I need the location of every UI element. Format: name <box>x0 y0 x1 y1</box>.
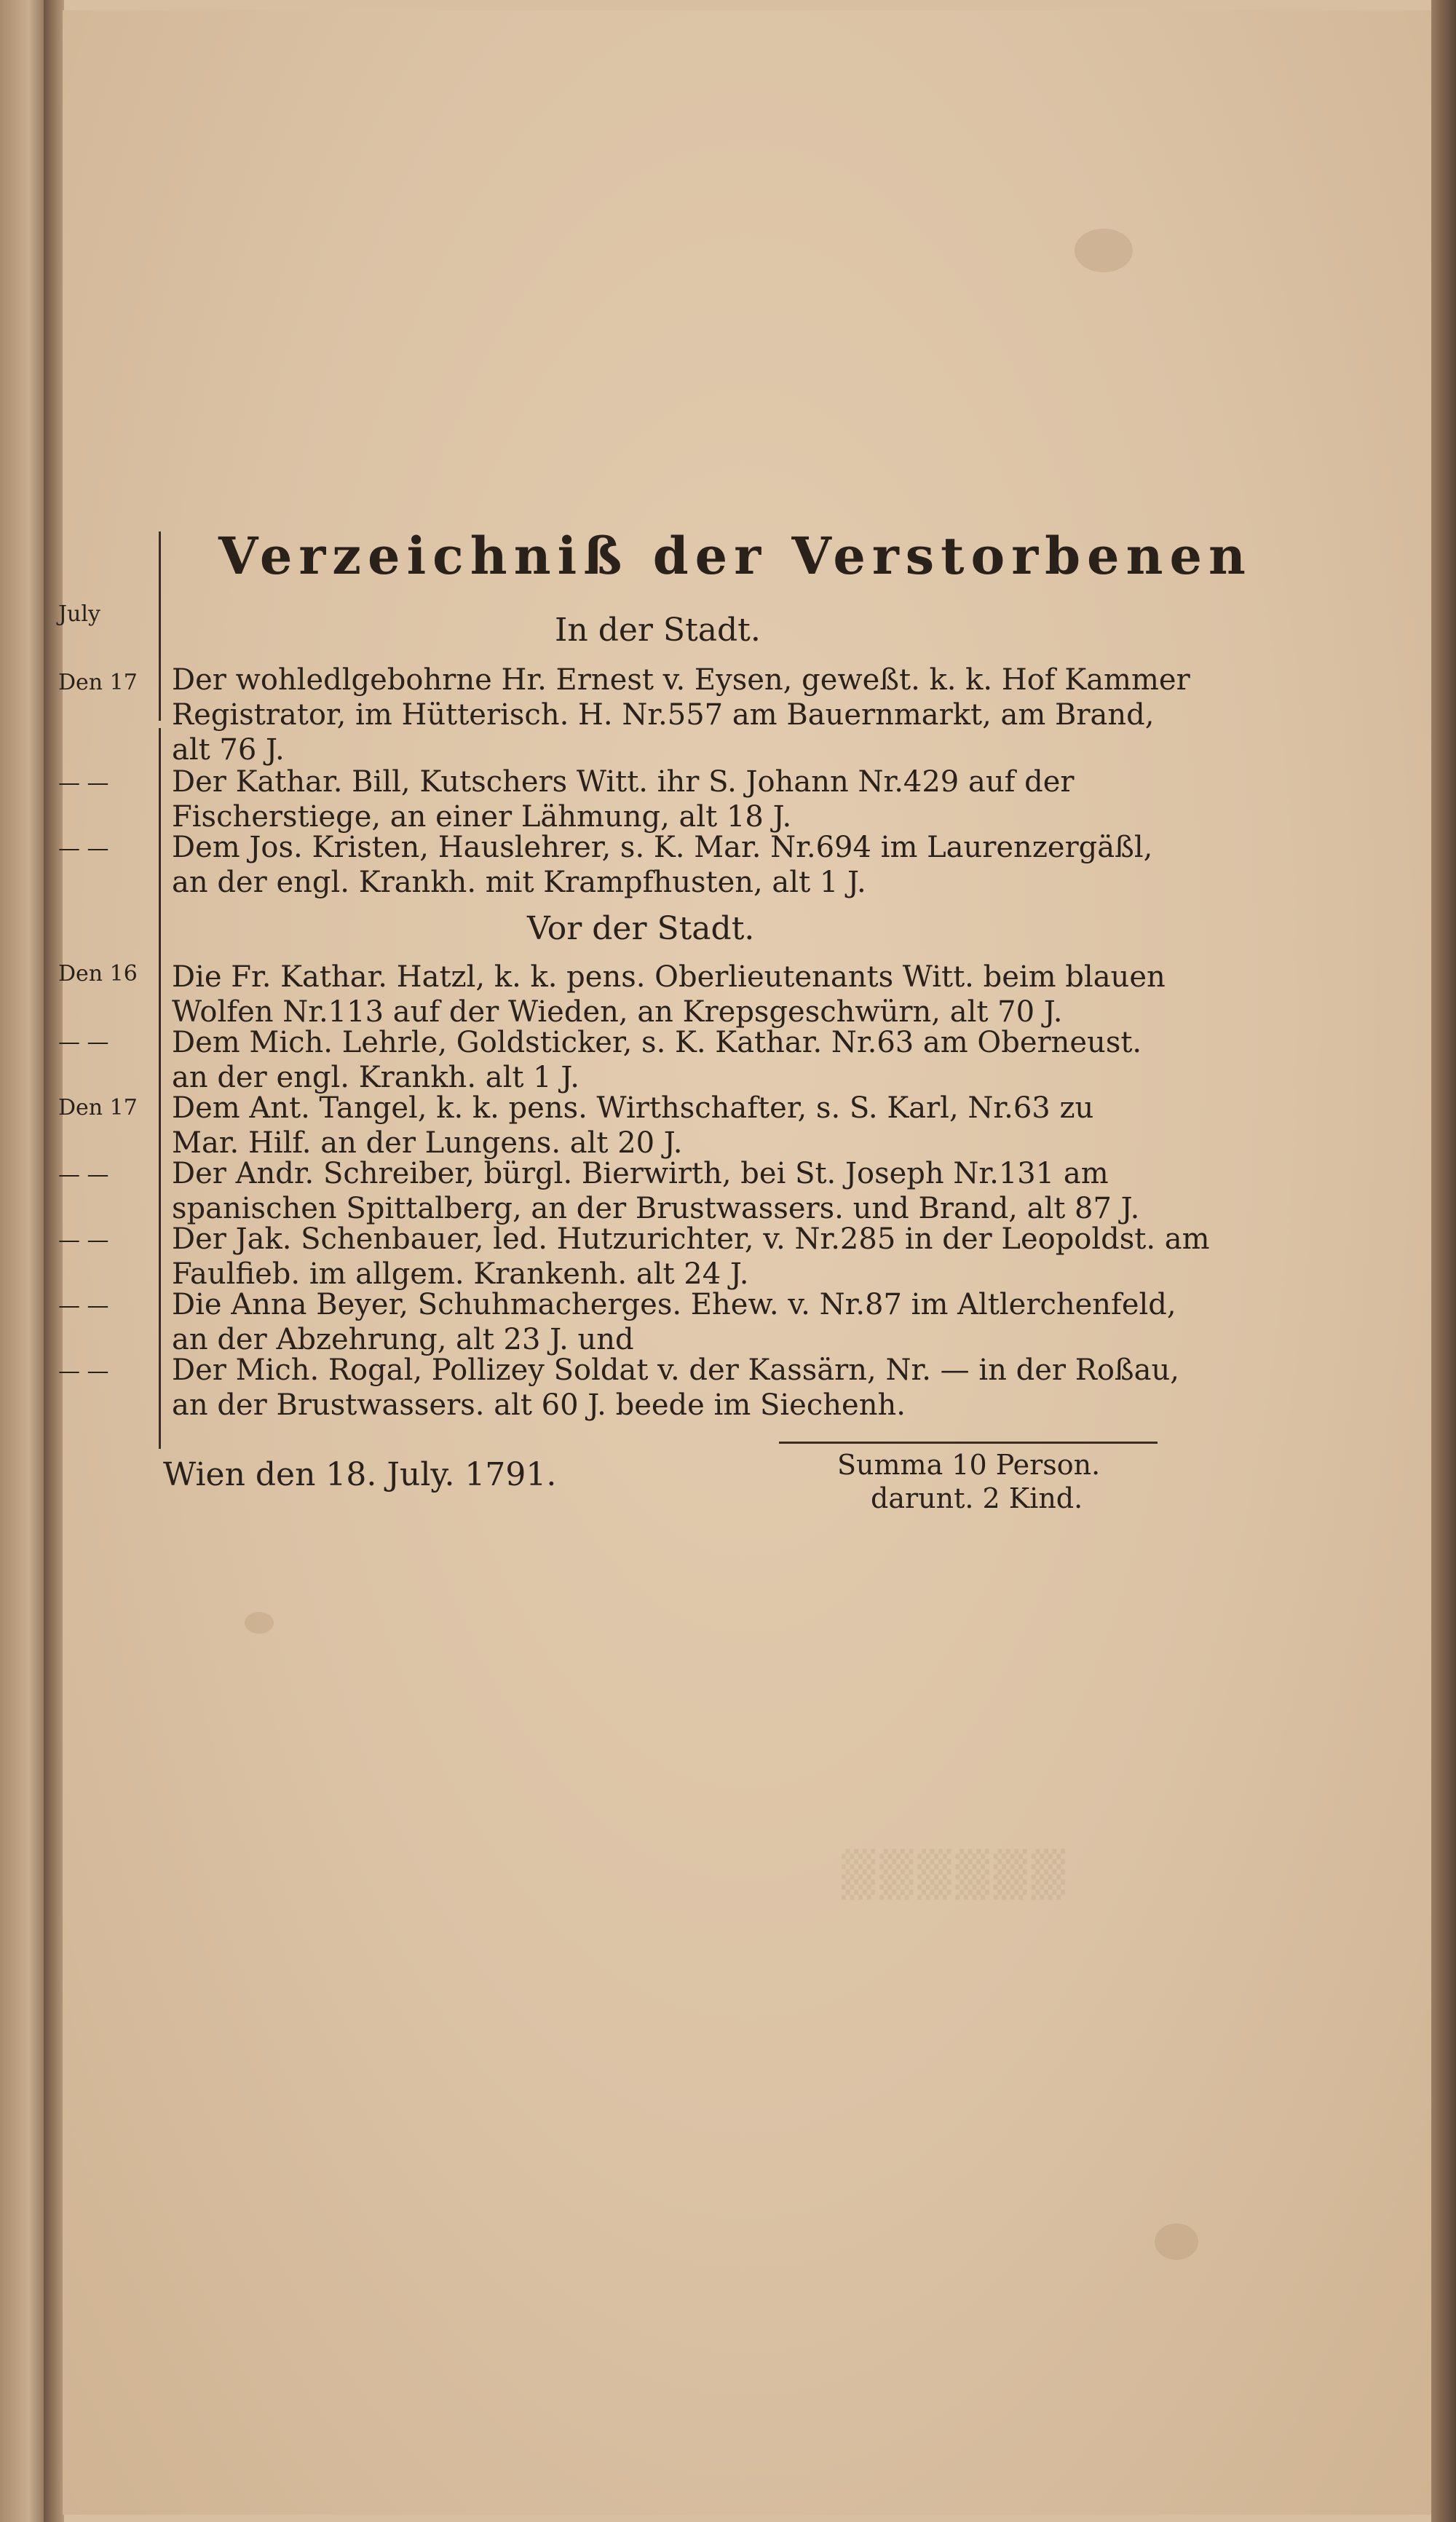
entry-line: Der Kathar. Bill, Kutschers Witt. ihr S. Johann Nr.429 auf der <box>172 765 1075 799</box>
entry-line: Faulfieb. im allgem. Krankenh. alt 24 J. <box>172 1257 749 1291</box>
page-right-edge <box>1431 0 1456 2522</box>
page-title: Verzeichniß der Verstorbenen <box>218 526 1252 586</box>
death-entry <box>172 1156 1206 1226</box>
summary-rule <box>779 1442 1158 1444</box>
death-entry <box>172 1222 1210 1292</box>
section-heading-city: In der Stadt. <box>555 612 761 649</box>
entry-line: Die Anna Beyer, Schuhmacherges. Ehew. v. Nr.87 im Altlerchenfeld, <box>172 1288 1176 1321</box>
entry-line: an der Abzehrung, alt 23 J. und <box>172 1323 634 1356</box>
entry-line: Mar. Hilf. an der Lungens. alt 20 J. <box>172 1126 683 1160</box>
show-through-text: ▒▒▒▒▒▒ <box>837 1849 1065 1900</box>
entry-date: — — <box>58 1293 109 1319</box>
entry-date: — — <box>58 1162 109 1187</box>
entry-line: Dem Ant. Tangel, k. k. pens. Wirthschafter, s. S. Karl, Nr.63 zu <box>172 1091 1094 1125</box>
entry-date: — — <box>58 770 109 796</box>
entry-date: Den 16 <box>58 961 138 987</box>
foxing-spot <box>1075 229 1133 272</box>
entry-line: Der Andr. Schreiber, bürgl. Bierwirth, bei St. Joseph Nr.131 am <box>172 1157 1109 1190</box>
entry-date: Den 17 <box>58 1095 138 1120</box>
entry-line: an der engl. Krankh. mit Krampfhusten, alt 1 J. <box>172 866 866 899</box>
death-entry <box>172 1025 1206 1095</box>
entry-line: Der wohledlgebohrne Hr. Ernest v. Eysen, geweßt. k. k. Hof Kammer <box>172 663 1190 697</box>
entry-date: — — <box>58 1029 109 1055</box>
entry-line: Fischerstiege, an einer Lähmung, alt 18 J. <box>172 800 792 834</box>
death-entry <box>172 830 1206 900</box>
foxing-spot <box>245 1612 274 1634</box>
entry-line: an der Brustwassers. alt 60 J. beede im Siechenh. <box>172 1388 906 1422</box>
section-heading-suburbs: Vor der Stadt. <box>527 910 755 947</box>
summary-children: darunt. 2 Kind. <box>871 1482 1083 1514</box>
death-entry <box>172 1353 1206 1423</box>
entry-line: Die Fr. Kathar. Hatzl, k. k. pens. Oberlieutenants Witt. beim blauen <box>172 960 1166 994</box>
entry-line: Dem Jos. Kristen, Hauslehrer, s. K. Mar. Nr.694 im Laurenzergäßl, <box>172 831 1153 864</box>
entry-line: Dem Mich. Lehrle, Goldsticker, s. K. Kathar. Nr.63 am Oberneust. <box>172 1026 1142 1059</box>
month-label: July <box>58 601 100 627</box>
summary-total: Summa 10 Person. <box>837 1449 1101 1481</box>
previous-page-edge <box>0 0 48 2522</box>
entry-line: Der Jak. Schenbauer, led. Hutzurichter, v. Nr.285 in der Leopoldst. am <box>172 1222 1210 1256</box>
death-entry <box>172 764 1206 834</box>
entry-line: alt 76 J. <box>172 733 285 767</box>
date-column-rule <box>159 531 161 721</box>
date-column-rule <box>159 728 161 1449</box>
death-entry <box>172 1091 1206 1161</box>
book-gutter <box>44 0 64 2522</box>
entry-date: — — <box>58 836 109 861</box>
foxing-spot <box>1155 2223 1198 2260</box>
place-and-date: Wien den 18. July. 1791. <box>163 1456 557 1493</box>
death-entry <box>172 663 1206 767</box>
entry-line: spanischen Spittalberg, an der Brustwassers. und Brand, alt 87 J. <box>172 1192 1140 1225</box>
entry-line: Wolfen Nr.113 auf der Wieden, an Krepsgeschwürn, alt 70 J. <box>172 995 1063 1029</box>
entry-date: — — <box>58 1359 109 1384</box>
death-entry <box>172 960 1206 1029</box>
entry-date: — — <box>58 1228 109 1253</box>
entry-line: Der Mich. Rogal, Pollizey Soldat v. der Kassärn, Nr. — in der Roßau, <box>172 1353 1179 1387</box>
entry-line: Registrator, im Hütterisch. H. Nr.557 am Bauernmarkt, am Brand, <box>172 698 1155 732</box>
entry-date: Den 17 <box>58 670 138 695</box>
death-entry <box>172 1287 1206 1357</box>
entry-line: an der engl. Krankh. alt 1 J. <box>172 1061 579 1094</box>
